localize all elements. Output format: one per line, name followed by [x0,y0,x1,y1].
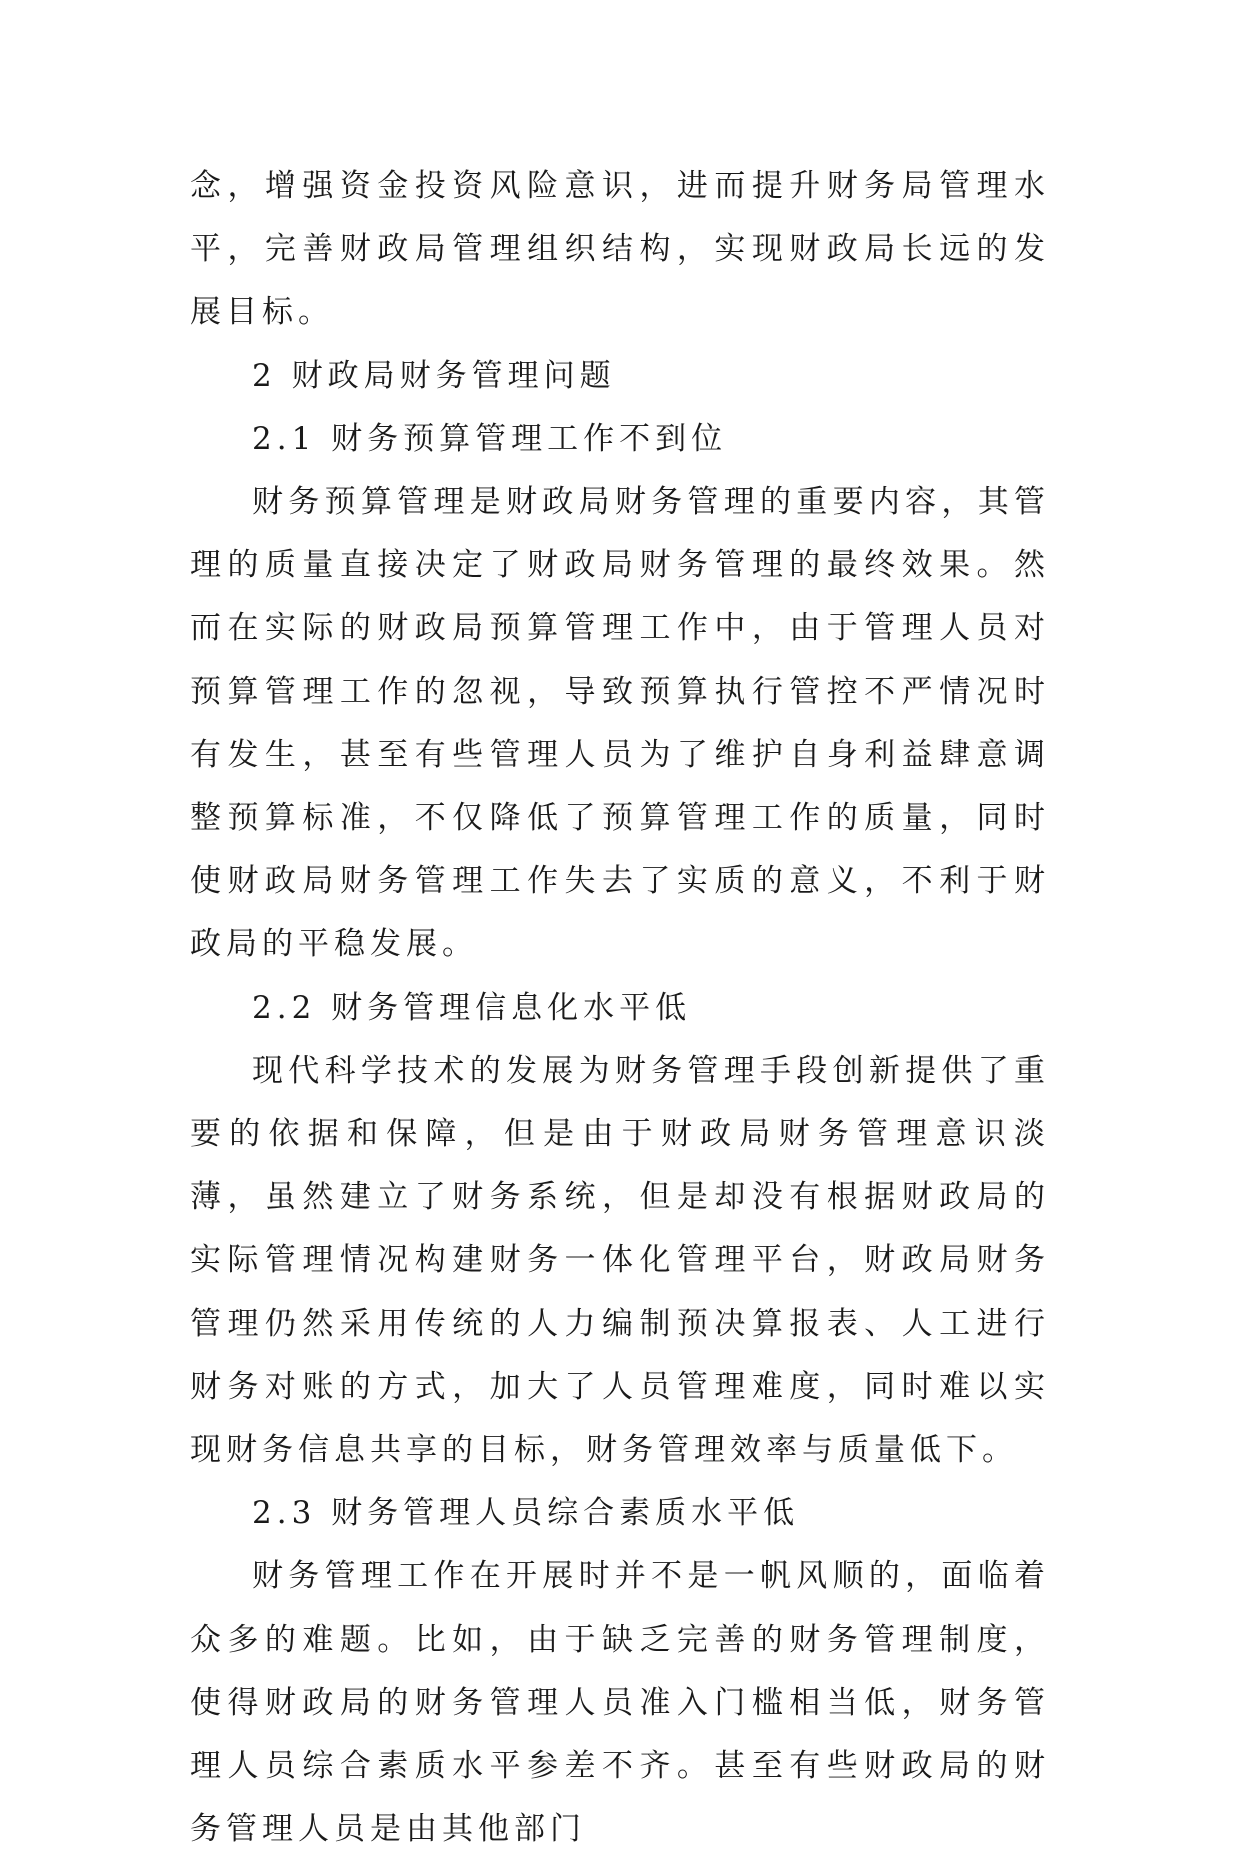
paragraph: 财务预算管理是财政局财务管理的重要内容，其管理的质量直接决定了财政局财务管理的最终效果。然而在实际的财政局预算管理工作中，由于管理人员对预算管理工作的忽视，导致预算执行管控不严情况时有发生，甚至有些管理人员为了维护自身利益肆意调整预算标准，不仅降低了预算管理工作的质量，同时使财政局财务管理工作失去了实质的意义，不利于财政局的平稳发展。 [190,484,1050,963]
subsection-heading: 2.2 财务管理信息化水平低 [252,989,692,1026]
paragraph: 财务管理工作在开展时并不是一帆风顺的，面临着众多的难题。比如，由于缺乏完善的财务管理制度，使得财政局的财务管理人员准入门槛相当低，财务管理人员综合素质水平参差不齐。甚至有些财政局的财务管理人员是由其他部门 [190,1558,1050,1848]
document-body [190,155,1050,1861]
paragraph-continued: 念，增强资金投资风险意识，进而提升财务局管理水平，完善财政局管理组织结构，实现财政局长远的发展目标。 [190,168,1050,331]
subsection-heading: 2.1 财务预算管理工作不到位 [252,420,728,457]
section-heading: 2 财政局财务管理问题 [252,357,616,394]
subsection-heading: 2.3 财务管理人员综合素质水平低 [252,1495,800,1532]
paragraph: 现代科学技术的发展为财务管理手段创新提供了重要的依据和保障，但是由于财政局财务管理意识淡薄，虽然建立了财务系统，但是却没有根据财政局的实际管理情况构建财务一体化管理平台，财政局财务管理仍然采用传统的人力编制预决算报表、人工进行财务对账的方式，加大了人员管理难度，同时难以实现财务信息共享的目标，财务管理效率与质量低下。 [190,1052,1050,1469]
